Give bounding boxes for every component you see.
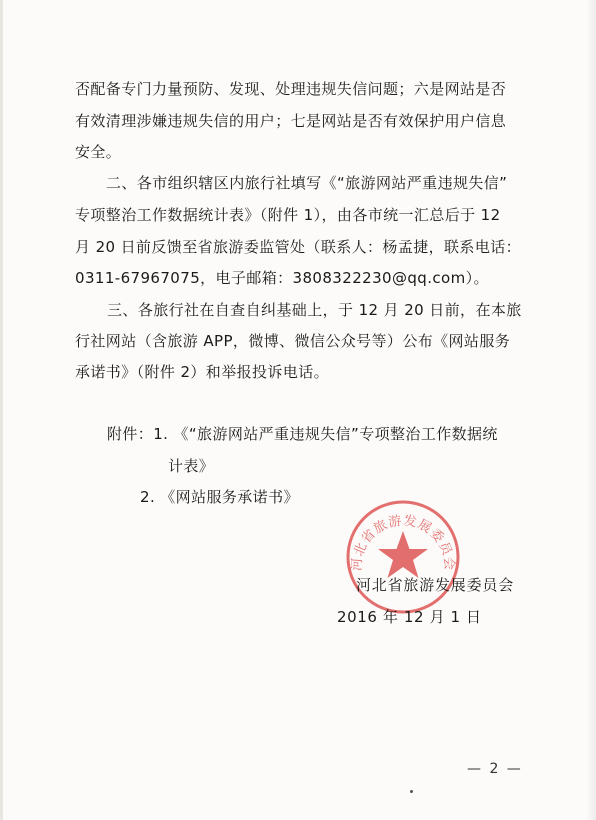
attachment-line-2: 计表》 <box>168 457 215 475</box>
body-line-5: 专项整治工作数据统计表》（附件 1），由各市统一汇总后于 12 <box>75 206 501 224</box>
body-line-6: 月 20 日前反馈至省旅游委监管处（联系人：杨孟捷，联系电话： <box>75 238 522 256</box>
paper-edge-shadow <box>586 0 596 820</box>
body-line-9: 行社网站（含旅游 APP，微博、微信公众号等）公布《网站服务 <box>75 332 511 350</box>
paper-fold <box>0 0 3 820</box>
svg-text:河北省旅游发展委员会: 河北省旅游发展委员会 <box>349 513 457 572</box>
issuing-organization: 河北省旅游发展委员会 <box>356 576 515 594</box>
page-number: — 2 — <box>467 761 523 777</box>
body-line-1: 否配备专门力量预防、发现、处理违规失信问题；六是网站是否 <box>75 80 507 98</box>
body-line-7: 0311-67967075，电子邮箱：3808322230@qq.com）。 <box>75 269 489 287</box>
body-line-8: 三、各旅行社在自查自纠基础上，于 12 月 20 日前，在本旅 <box>107 301 522 319</box>
attachment-line-3: 2. 《网站服务承诺书》 <box>140 488 299 506</box>
issue-date: 2016 年 12 月 1 日 <box>337 608 482 626</box>
body-line-3: 安全。 <box>75 143 122 161</box>
body-line-10: 承诺书》（附件 2）和举报投诉电话。 <box>75 363 330 381</box>
body-line-2: 有效清理涉嫌违规失信的用户；七是网站是否有效保护用户信息 <box>75 112 507 130</box>
official-seal-icon <box>343 497 463 617</box>
body-line-4: 二、各市组织辖区内旅行社填写《“旅游网站严重违规失信” <box>106 174 508 192</box>
attachment-line-1: 附件：1. 《“旅游网站严重违规失信”专项整治工作数据统 <box>107 425 498 443</box>
paper-speck <box>410 790 413 793</box>
